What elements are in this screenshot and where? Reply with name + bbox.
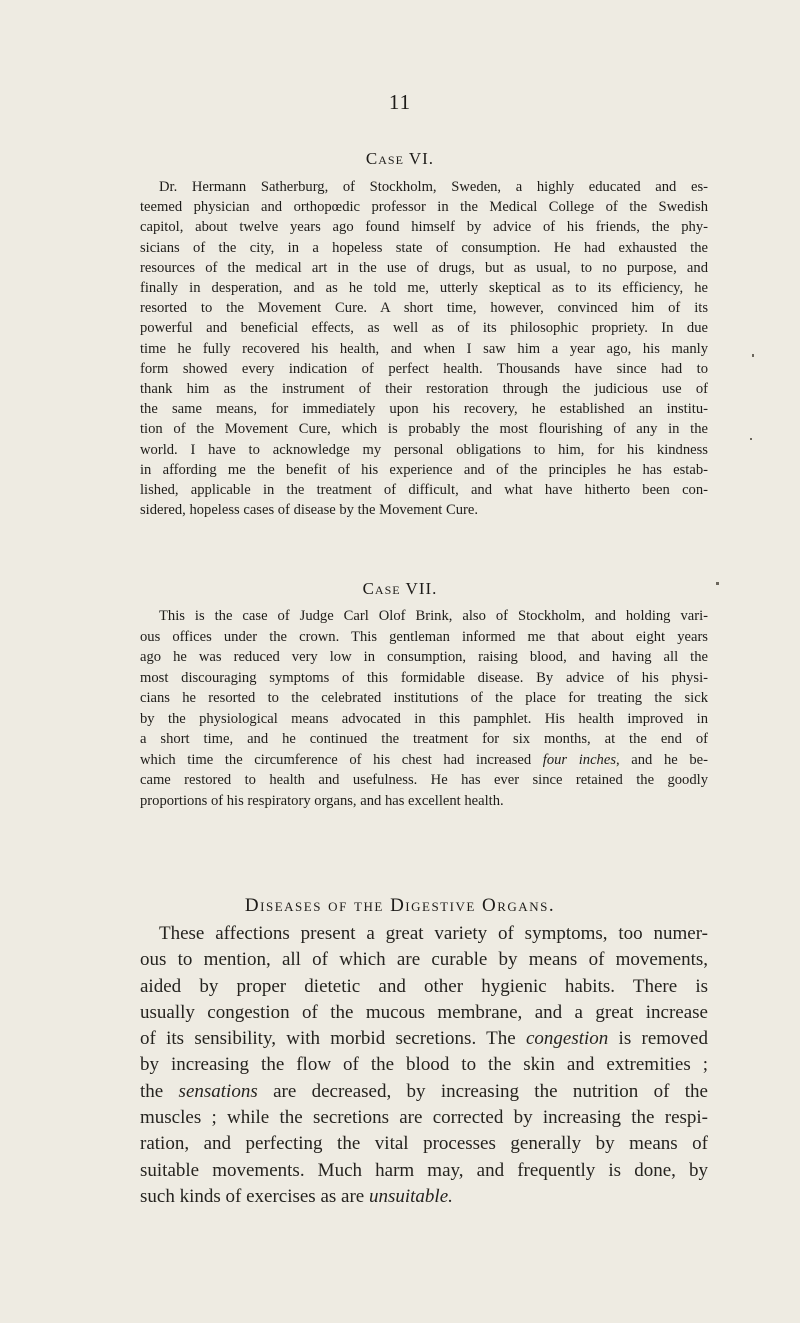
italic-emphasis: sensations xyxy=(178,1080,258,1102)
text-line: sidered, hopeless cases of disease by the Movement Cure. xyxy=(140,502,478,519)
text-line: came restored to health and usefulness. He has ever since retained the goodly xyxy=(140,772,708,788)
case-vi-paragraph xyxy=(140,177,708,520)
margin-speck xyxy=(716,582,719,585)
digestive-paragraph xyxy=(140,921,708,1210)
text-line: teemed physician and orthopœdic professor in the Medical College of the Swedish xyxy=(140,199,708,216)
text-line: tion of the Movement Cure, which is probably the most flourishing of any in the xyxy=(140,421,708,438)
text-line: ration, and perfecting the vital processes generally by means of xyxy=(140,1133,708,1155)
text-line: sicians of the city, in a hopeless state of consumption. He had exhausted the xyxy=(140,239,708,256)
text-line: in affording me the benefit of his experience and of the principles he has estab- xyxy=(140,461,708,478)
digestive-heading: Diseases of the Digestive Organs. xyxy=(244,895,556,916)
text-line: These affections present a great variety of symptoms, too numer- xyxy=(159,923,708,944)
text-line: resources of the medical art in the use of drugs, but as usual, to no purpose, and xyxy=(140,259,708,276)
case-vi-heading: Case VI. xyxy=(365,149,435,168)
text-line: powerful and beneficial effects, as well as of its philosophic propriety. In due xyxy=(140,320,708,337)
text-line: form showed every indication of perfect health. Thousands have since had to xyxy=(140,360,708,377)
text-line: Dr. Hermann Satherburg, of Stockholm, Sweden, a highly educated and es- xyxy=(159,179,708,195)
text-line: suitable movements. Much harm may, and frequently is done, by xyxy=(140,1159,708,1181)
text-line: lished, applicable in the treatment of difficult, and what have hitherto been con- xyxy=(140,482,708,499)
italic-emphasis: four inches xyxy=(542,751,617,768)
text-run: are decreased, by increasing the nutrition of the xyxy=(257,1080,708,1102)
text-line xyxy=(140,1184,708,1210)
text-line: world. I have to acknowledge my personal obligations to him, for his kindness xyxy=(140,441,708,458)
text-line xyxy=(140,1079,708,1105)
margin-speck xyxy=(750,438,752,440)
text-line: aided by proper dietetic and other hygienic habits. There is xyxy=(140,975,708,997)
text-line: capitol, about twelve years ago found himself by advice of his friends, the phy- xyxy=(140,219,708,236)
text-run: such kinds of exercises as are xyxy=(140,1185,369,1207)
text-line: the same means, for immediately upon his recovery, he established an institu- xyxy=(140,401,708,418)
text-run: of its sensibility, with morbid secretions. The xyxy=(140,1028,526,1050)
text-line xyxy=(140,750,708,771)
text-run: is removed xyxy=(608,1028,708,1050)
text-run: which time the circumference of his chest had increased xyxy=(140,751,543,768)
text-line: by the physiological means advocated in this pamphlet. His health improved in xyxy=(140,710,708,727)
text-line: cians he resorted to the celebrated institutions of the place for treating the sick xyxy=(140,690,708,706)
text-line: ago he was reduced very low in consumption, raising blood, and having all the xyxy=(140,649,708,665)
text-line: finally in desperation, and as he told me, utterly skeptical as to its efficiency, he xyxy=(140,280,708,297)
page-number: 11 xyxy=(388,90,412,114)
text-line: ous offices under the crown. This gentleman informed me that about eight years xyxy=(140,628,708,645)
text-run: the xyxy=(140,1080,179,1102)
text-line: thank him as the instrument of their restoration through the judicious use of xyxy=(140,381,708,398)
text-line xyxy=(140,1026,708,1052)
text-line: usually congestion of the mucous membrane, and a great increase xyxy=(140,1001,708,1023)
text-line: muscles ; while the secretions are corrected by increasing the respi- xyxy=(140,1107,708,1129)
text-line: time he fully recovered his health, and when I saw him a year ago, his manly xyxy=(140,340,708,357)
case-vii-paragraph xyxy=(140,606,708,811)
text-line: a short time, and he continued the treatment for six months, at the end of xyxy=(140,731,708,747)
text-line: by increasing the flow of the blood to the skin and extremities ; xyxy=(140,1054,708,1076)
text-line: This is the case of Judge Carl Olof Brink, also of Stockholm, and holding vari- xyxy=(159,608,708,624)
text-line: ous to mention, all of which are curable by means of movements, xyxy=(140,949,708,971)
case-vii-heading: Case VII. xyxy=(362,579,438,598)
italic-emphasis: unsuitable. xyxy=(368,1185,453,1207)
text-line: most discouraging symptoms of this formidable disease. By advice of his physi- xyxy=(140,669,708,686)
text-line: resorted to the Movement Cure. A short time, however, convinced him of its xyxy=(140,300,708,317)
text-line: proportions of his respiratory organs, and has excellent health. xyxy=(140,792,504,809)
italic-emphasis: congestion xyxy=(525,1028,609,1050)
margin-speck xyxy=(752,354,754,357)
text-run: , and he be- xyxy=(616,751,708,768)
